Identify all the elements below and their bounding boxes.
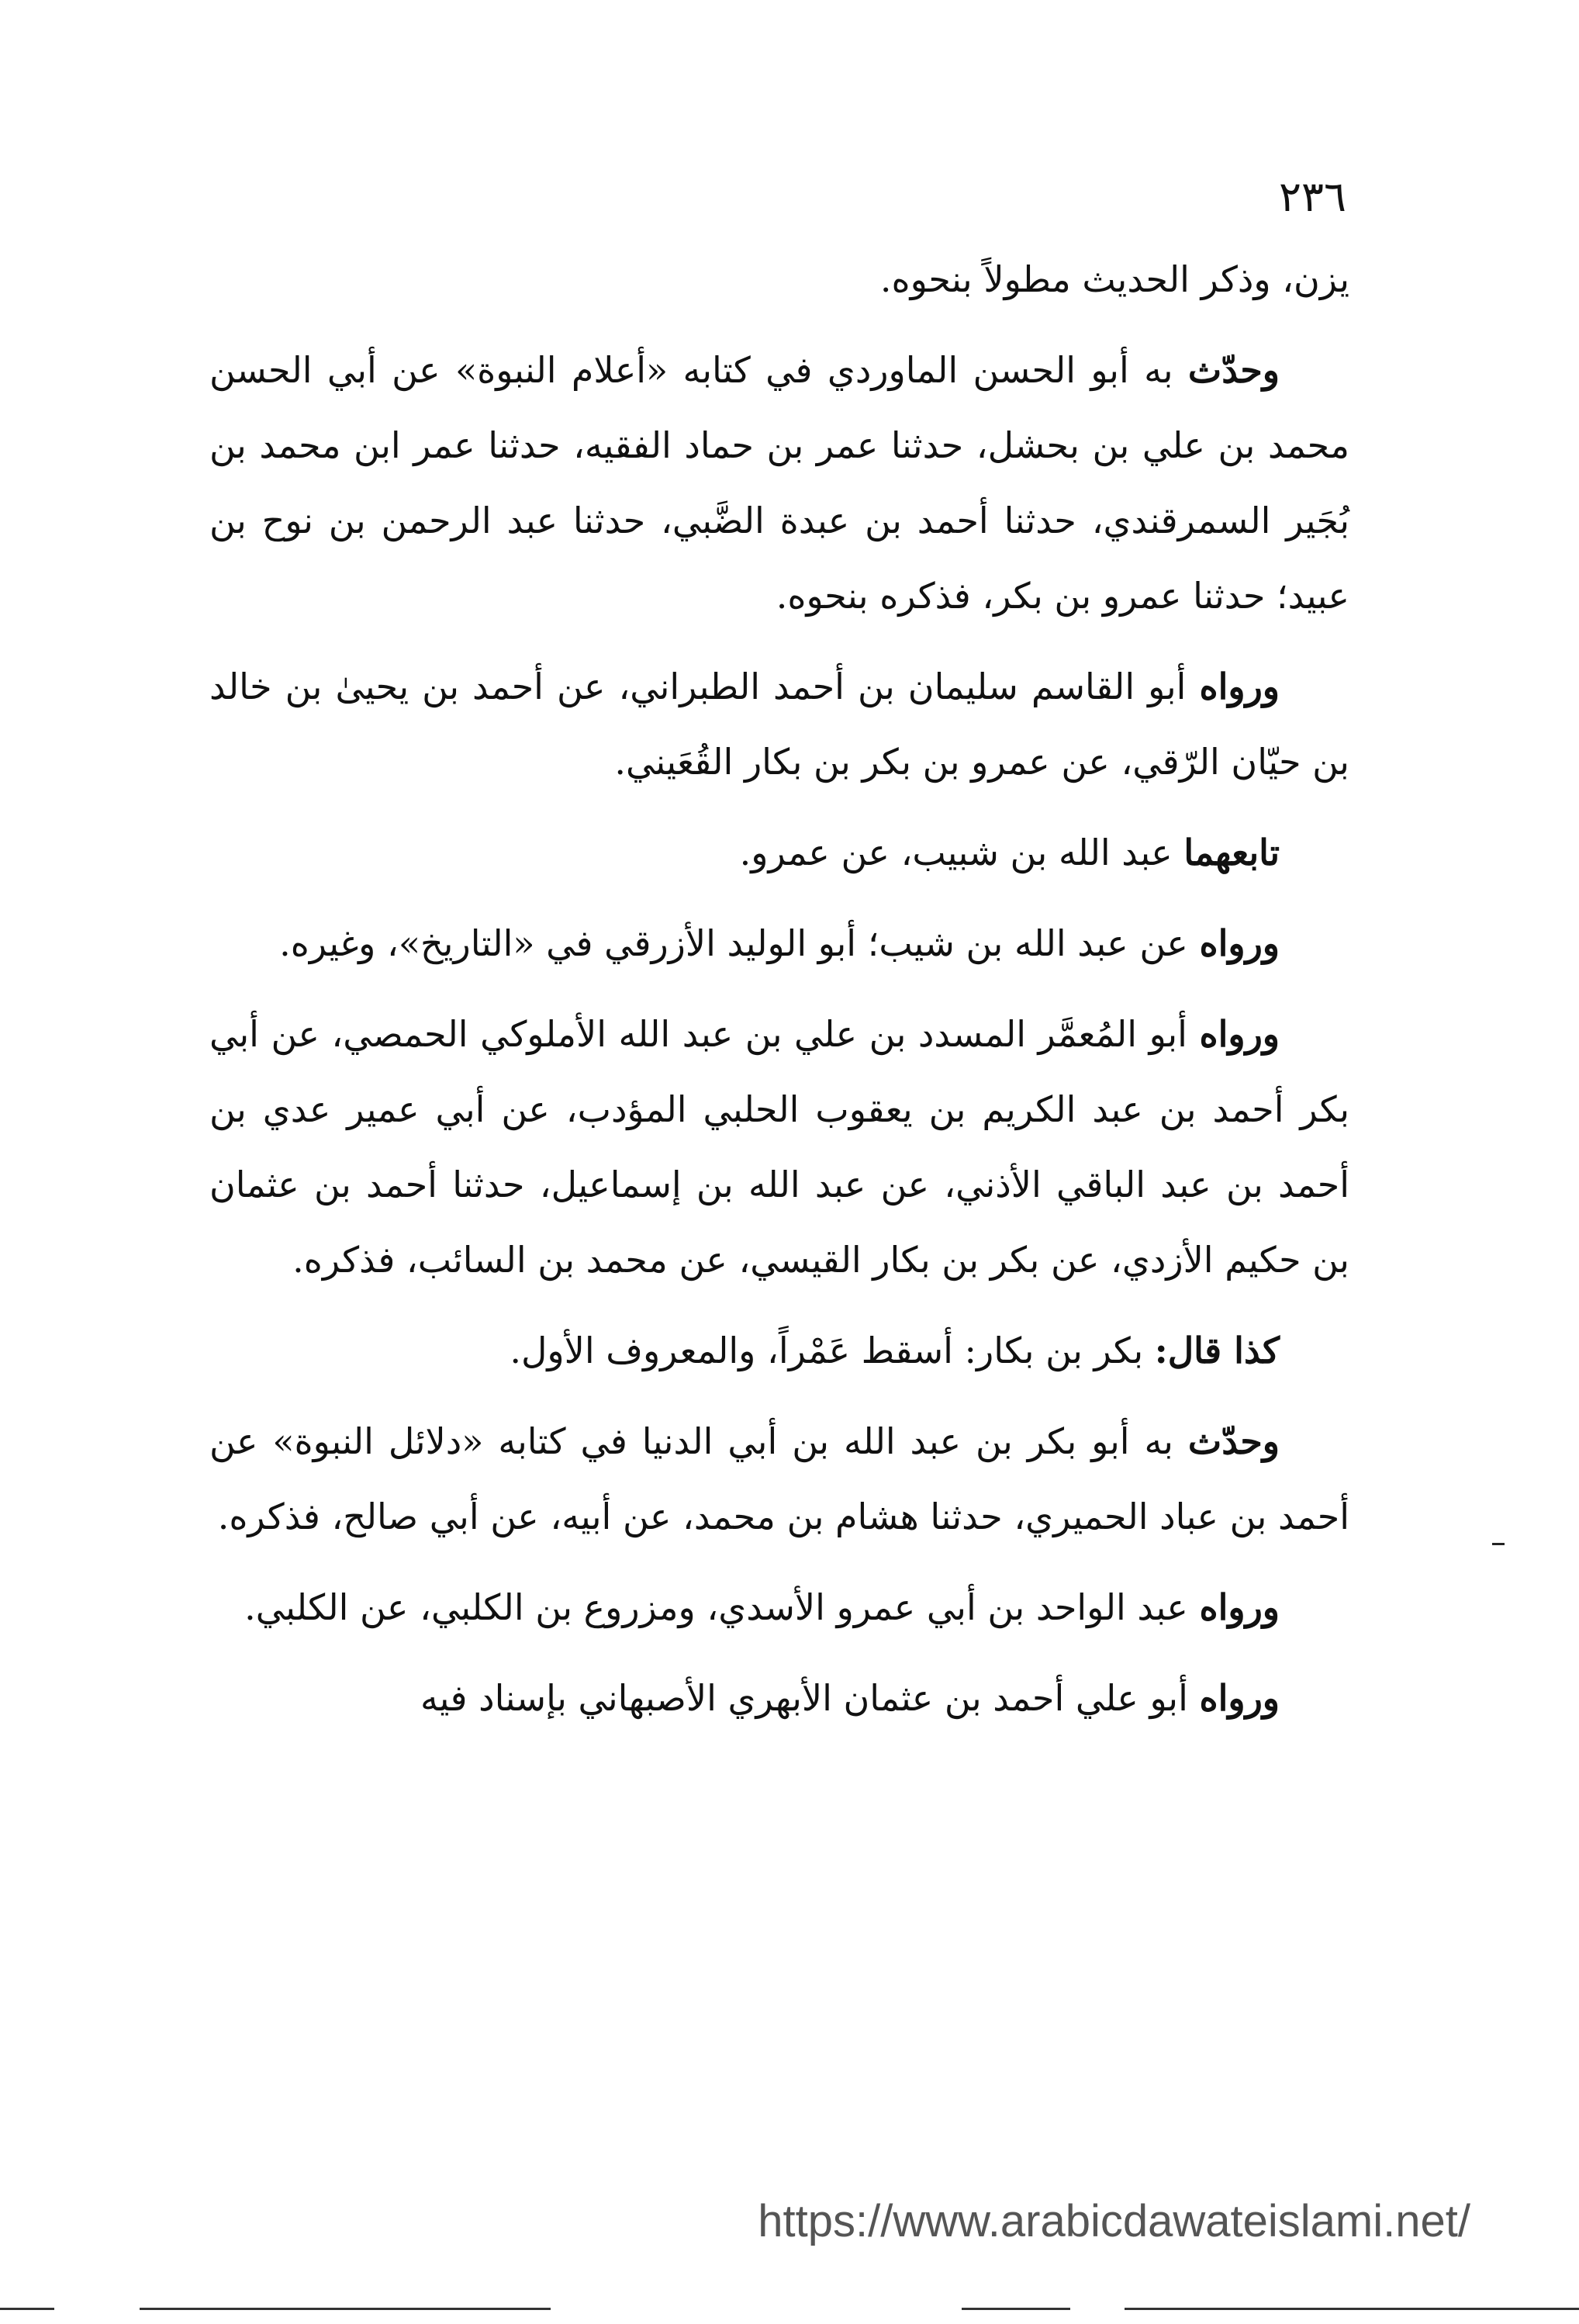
paragraph-lead: تابعهما [1183, 832, 1280, 873]
paragraph [209, 333, 1349, 634]
paragraph-lead: ورواه [1199, 1586, 1280, 1628]
bottom-edge-rule [1125, 2308, 1579, 2310]
paragraph-lead: وحدّث [1187, 1420, 1280, 1462]
paragraph-text: بكر بن بكار: أسقط عَمْراً، والمعروف الأول. [510, 1330, 1155, 1371]
paragraph [209, 649, 1349, 800]
page-number: ٢٣٦ [1278, 172, 1346, 221]
bottom-edge-rule [140, 2308, 551, 2310]
paragraph [209, 997, 1349, 1298]
paragraph-lead: ورواه [1199, 922, 1280, 964]
paragraph-lead: كذا قال: [1154, 1330, 1280, 1371]
paragraph-text: عن عبد الله بن شيب؛ أبو الوليد الأزرقي في «التاريخ»، وغيره. [279, 922, 1200, 964]
paragraph-text: أبو القاسم سليمان بن أحمد الطبراني، عن أحمد بن يحيىٰ بن خالد بن حيّان الرّقي، عن عمرو بن بكر بن بكار القُعَيني. [209, 666, 1349, 783]
paragraph-lead: وحدّث [1187, 349, 1280, 391]
bottom-edge-rule [962, 2308, 1070, 2310]
paragraph-text: عبد الواحد بن أبي عمرو الأسدي، ومزروع بن الكلبي، عن الكلبي. [244, 1586, 1200, 1628]
body-text [209, 242, 1349, 1752]
paragraph [209, 242, 1349, 317]
paragraph [209, 906, 1349, 981]
paragraph [209, 815, 1349, 891]
margin-mark [1492, 1543, 1505, 1545]
paragraph-text: أبو علي أحمد بن عثمان الأبهري الأصبهاني بإسناد فيه [420, 1677, 1200, 1719]
paragraph-text: عبد الله بن شبيب، عن عمرو. [739, 832, 1184, 873]
paragraph-text: به أبو بكر بن عبد الله بن أبي الدنيا في كتابه «دلائل النبوة» عن أحمد بن عباد الحميري، حدثنا هشام بن محمد، عن أبيه، عن أبي صالح، فذكره. [209, 1420, 1349, 1537]
paragraph [209, 1661, 1349, 1736]
paragraph-lead: ورواه [1199, 1677, 1280, 1719]
watermark-url: https://www.arabicdawateislami.net/ [758, 2196, 1470, 2246]
paragraph-text: به أبو الحسن الماوردي في كتابه «أعلام النبوة» عن أبي الحسن محمد بن علي بن بحشل، حدثنا عمر بن حماد الفقيه، حدثنا عمر ابن محمد بن بُجَير السمرقندي، حدثنا أحمد بن عبدة الضَّبي، حدثنا عبد الرحمن بن نوح بن عبيد؛ حدثنا عمرو بن بكر، فذكره بنحوه. [209, 349, 1349, 617]
paragraph [209, 1313, 1349, 1389]
paragraph [209, 1404, 1349, 1555]
paragraph [209, 1570, 1349, 1645]
paragraph-text: يزن، وذكر الحديث مطولاً بنحوه. [879, 258, 1349, 300]
paragraph-lead: ورواه [1199, 666, 1280, 707]
paragraph-lead: ورواه [1199, 1013, 1280, 1055]
paragraph-text: أبو المُعمَّر المسدد بن علي بن عبد الله الأملوكي الحمصي، عن أبي بكر أحمد بن عبد الكريم بن يعقوب الحلبي المؤدب، عن أبي عمير عدي بن أحمد بن عبد الباقي الأذني، عن عبد الله بن إسماعيل، حدثنا أحمد بن عثمان بن حكيم الأزدي، عن بكر بن بكار القيسي، عن محمد بن السائب، فذكره. [209, 1013, 1349, 1281]
bottom-edge-rule [0, 2308, 54, 2310]
